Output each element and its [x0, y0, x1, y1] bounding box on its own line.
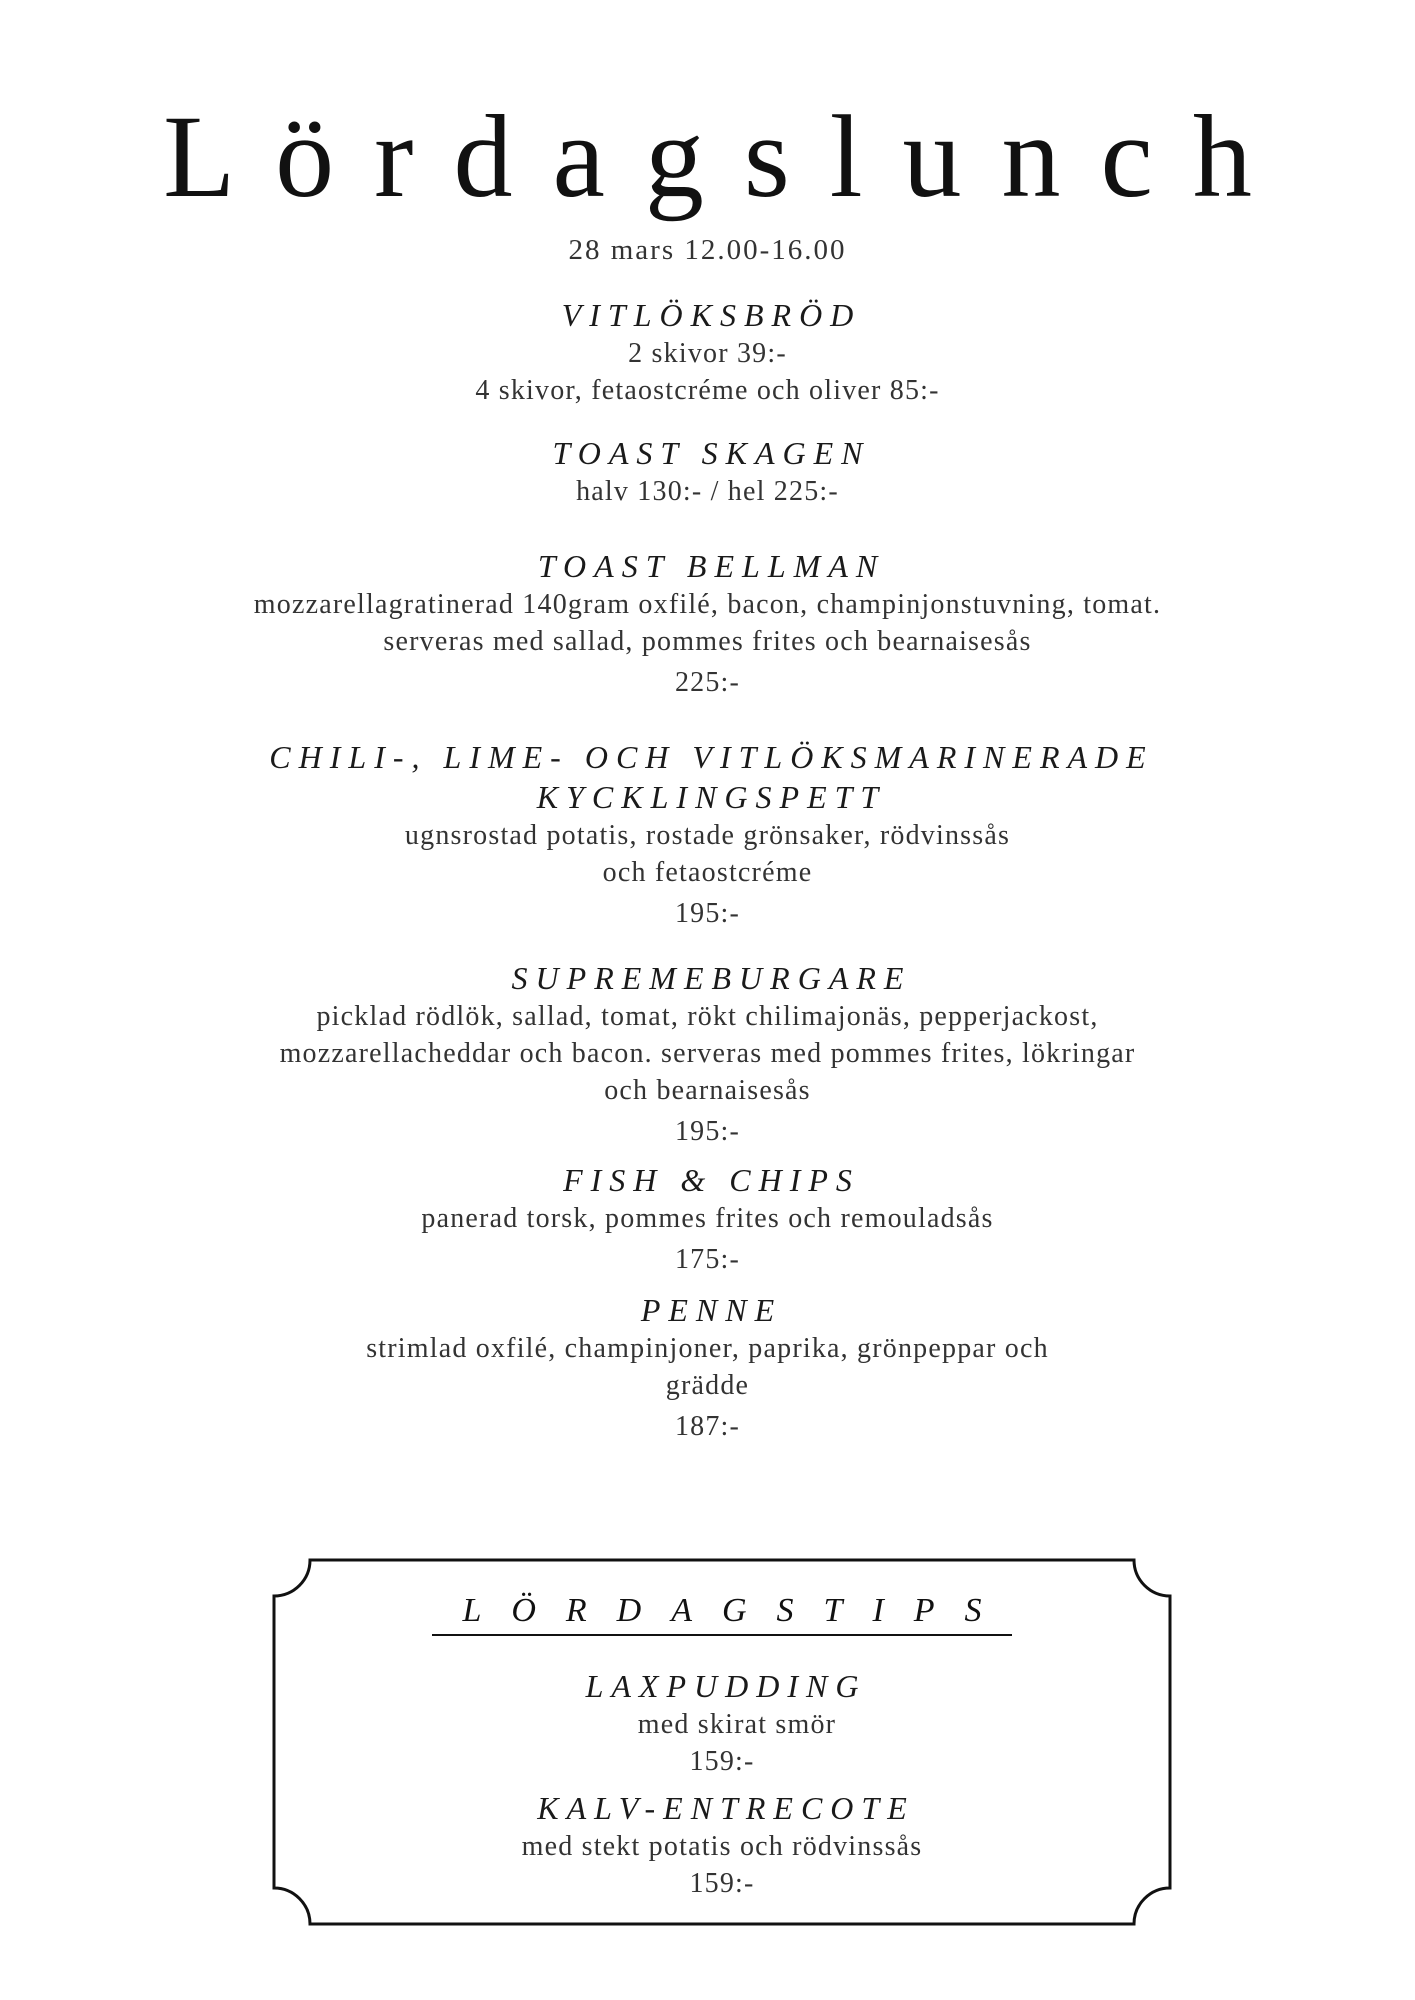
- menu-item-description: mozzarellacheddar och bacon. serveras med pommes frites, lökringar: [279, 1038, 1136, 1069]
- menu-item-name: CHILI-, LIME- OCH VITLÖKSMARINERADE KYCKLINGSPETT: [269, 739, 1154, 815]
- menu-item-name: PENNE: [640, 1292, 783, 1328]
- menu-item-description: strimlad oxfilé, champinjoner, paprika, grönpeppar och: [366, 1333, 1049, 1364]
- menu-item-description: halv 130:- / hel 225:-: [576, 476, 839, 507]
- menu-item-description: 4 skivor, fetaostcréme och oliver 85:-: [475, 375, 940, 406]
- tips-item: [272, 1666, 1172, 1780]
- menu-item-description: ugnsrostad potatis, rostade grönsaker, rödvinssås: [404, 820, 1011, 851]
- menu-item: [0, 295, 1415, 409]
- menu-item: [0, 958, 1415, 1150]
- menu-item-price: 195:-: [674, 1116, 741, 1147]
- menu-item-description: 2 skivor 39:-: [628, 338, 787, 369]
- menu-item-name: FISH & CHIPS: [563, 1162, 860, 1198]
- tips-item-price: 159:-: [689, 1868, 755, 1899]
- page-title: Lördagslunch: [163, 91, 1292, 222]
- tips-item-description: med skirat smör: [637, 1709, 837, 1740]
- menu-item-price: 187:-: [674, 1411, 741, 1442]
- menu-item-description: mozzarellagratinerad 140gram oxfilé, bacon, champinjonstuvning, tomat.: [253, 589, 1162, 620]
- tips-item-description: med stekt potatis och rödvinssås: [521, 1831, 923, 1862]
- menu-item-name: SUPREMEBURGARE: [511, 960, 912, 996]
- date-line: 28 mars 12.00-16.00: [568, 234, 847, 266]
- menu-item: [0, 546, 1415, 701]
- tips-content: [272, 1588, 1172, 1902]
- menu-item: [0, 1290, 1415, 1445]
- menu-item: [0, 433, 1415, 510]
- tips-item-price: 159:-: [689, 1746, 755, 1777]
- tips-item-name: LAXPUDDING: [585, 1668, 867, 1704]
- menu-item-name: VITLÖKSBRÖD: [561, 297, 862, 333]
- menu-item-description: picklad rödlök, sallad, tomat, rökt chilimajonäs, pepperjackost,: [316, 1001, 1099, 1032]
- menu-item-description: och bearnaisesås: [604, 1075, 811, 1106]
- menu-item-description: grädde: [665, 1370, 750, 1401]
- menu-item-name: TOAST BELLMAN: [537, 548, 886, 584]
- menu-item-price: 195:-: [674, 898, 741, 929]
- menu-item: [0, 737, 1415, 932]
- menu-item-price: 225:-: [674, 667, 741, 698]
- menu-item-description: panerad torsk, pommes frites och remouladsås: [421, 1203, 994, 1234]
- menu-item: [0, 1160, 1415, 1278]
- menu-item-description: serveras med sallad, pommes frites och bearnaisesås: [383, 626, 1032, 657]
- tips-heading: LÖRDAGSTIPS: [432, 1588, 1011, 1636]
- menu-list: [0, 295, 1415, 1445]
- tips-box: [272, 1558, 1172, 1926]
- menu-item-description: och fetaostcréme: [602, 857, 813, 888]
- tips-item-name: KALV-ENTRECOTE: [537, 1790, 915, 1826]
- menu-item-price: 175:-: [674, 1244, 741, 1275]
- tips-item: [272, 1788, 1172, 1902]
- menu-item-name: TOAST SKAGEN: [552, 435, 871, 471]
